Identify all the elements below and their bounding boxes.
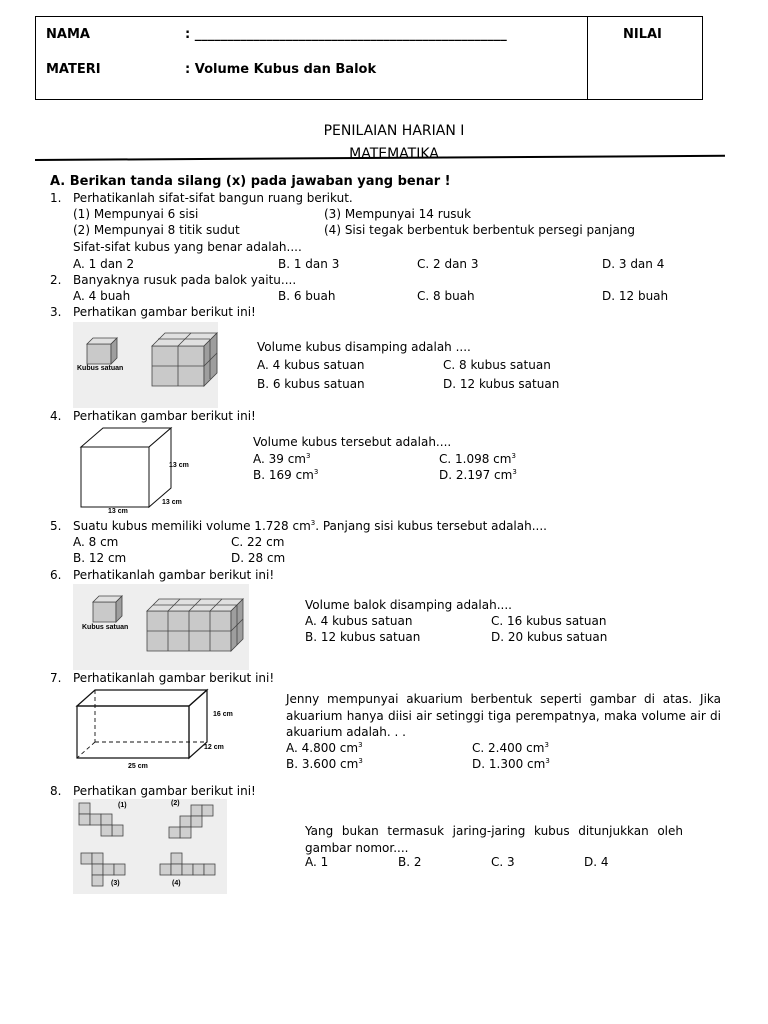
q8-option-d[interactable]: D. 4 bbox=[584, 855, 609, 869]
q1-prop-2: (2) Mempunyai 8 titik sudut bbox=[73, 223, 240, 237]
q1-option-a[interactable]: A. 1 dan 2 bbox=[73, 257, 135, 271]
q2-option-c[interactable]: C. 8 buah bbox=[417, 289, 475, 303]
q1-text: Perhatikanlah sifat-sifat bangun ruang berikut. bbox=[73, 191, 353, 205]
q6-option-b[interactable]: B. 12 kubus satuan bbox=[305, 630, 421, 644]
q1-option-b[interactable]: B. 1 dan 3 bbox=[278, 257, 340, 271]
q4-option-a[interactable]: A. 39 $cm^3$ bbox=[253, 452, 311, 466]
q3-text: Perhatikan gambar berikut ini! bbox=[73, 305, 256, 319]
q3-number: 3. bbox=[50, 305, 62, 319]
q8-number: 8. bbox=[50, 784, 62, 798]
q5-option-a[interactable]: A. 8 cm bbox=[73, 535, 119, 549]
q2-option-a[interactable]: A. 4 buah bbox=[73, 289, 131, 303]
q2-number: 2. bbox=[50, 273, 62, 287]
q5-option-d[interactable]: D. 28 cm bbox=[231, 551, 286, 565]
q4-dim-depth: 13 cm bbox=[162, 499, 182, 506]
q1-prop-3: (3) Mempunyai 14 rusuk bbox=[324, 207, 472, 221]
q4-option-b[interactable]: B. 169 $cm^3$ bbox=[253, 468, 319, 482]
q3-figure-label: Kubus satuan bbox=[77, 365, 124, 372]
q7-stem: Jenny mempunyai akuarium berbentuk seperti gambar di atas. Jika akuarium hanya diisi air setinggi tiga perempatnya, maka volume air di akuarium adalah. . . bbox=[286, 692, 721, 739]
q7-option-b[interactable]: B. 3.600 $cm^3$ bbox=[286, 757, 363, 771]
section-a-instruction: A. Berikan tanda silang (x) pada jawaban yang benar ! bbox=[50, 174, 451, 189]
q3-figure bbox=[73, 322, 218, 408]
q5-number: 5. bbox=[50, 519, 62, 533]
q4-dim-width: 13 cm bbox=[108, 508, 128, 515]
q4-figure bbox=[73, 425, 203, 517]
cube-nets-illustration bbox=[73, 799, 227, 894]
q4-option-c[interactable]: C. 1.098 $cm^3$ bbox=[439, 452, 516, 466]
q1-prop-1: (1) Mempunyai 6 sisi bbox=[73, 207, 199, 221]
q8-label-3: (3) bbox=[111, 880, 120, 887]
header-divider bbox=[587, 17, 588, 99]
q4-dim-height: 13 cm bbox=[169, 462, 189, 469]
q3-option-a[interactable]: A. 4 kubus satuan bbox=[257, 358, 365, 372]
q6-figure bbox=[73, 584, 249, 670]
nama-field[interactable]: : ________________________________________________ bbox=[185, 27, 507, 42]
q7-text: Perhatikanlah gambar berikut ini! bbox=[73, 671, 275, 685]
aquarium-illustration bbox=[73, 686, 243, 778]
q2-text: Banyaknya rusuk pada balok yaitu.... bbox=[73, 273, 297, 287]
q8-label-4: (4) bbox=[172, 880, 181, 887]
q8-label-1: (1) bbox=[118, 802, 127, 809]
q1-prop-4: (4) Sisi tegak berbentuk berbentuk persegi panjang bbox=[324, 223, 636, 237]
q6-number: 6. bbox=[50, 568, 62, 582]
nilai-label: NILAI bbox=[623, 27, 662, 42]
q6-option-a[interactable]: A. 4 kubus satuan bbox=[305, 614, 413, 628]
q7-option-a[interactable]: A. 4.800 $cm^3$ bbox=[286, 741, 363, 755]
q6-text: Perhatikanlah gambar berikut ini! bbox=[73, 568, 275, 582]
q8-stem: Yang bukan termasuk jaring-jaring kubus ditunjukkan oleh gambar nomor.... bbox=[305, 824, 683, 855]
q8-figure bbox=[73, 799, 227, 894]
q3-option-c[interactable]: C. 8 kubus satuan bbox=[443, 358, 551, 372]
q6-option-d[interactable]: D. 20 kubus satuan bbox=[491, 630, 608, 644]
q7-option-d[interactable]: D. 1.300 $cm^3$ bbox=[472, 757, 550, 771]
q6-stem: Volume balok disamping adalah.... bbox=[305, 598, 512, 612]
q8-text: Perhatikan gambar berikut ini! bbox=[73, 784, 256, 798]
q1-stem: Sifat-sifat kubus yang benar adalah.... bbox=[73, 240, 302, 254]
q1-option-c[interactable]: C. 2 dan 3 bbox=[417, 257, 479, 271]
q7-number: 7. bbox=[50, 671, 62, 685]
q8-option-a[interactable]: A. 1 bbox=[305, 855, 329, 869]
cube-illustration bbox=[73, 425, 203, 517]
materi-label: MATERI bbox=[46, 62, 101, 77]
q8-option-c[interactable]: C. 3 bbox=[491, 855, 515, 869]
q4-number: 4. bbox=[50, 409, 62, 423]
materi-value: : Volume Kubus dan Balok bbox=[185, 62, 377, 77]
q7-figure bbox=[73, 686, 243, 778]
page-subtitle: MATEMATIKA bbox=[349, 146, 439, 162]
q5-text: Suatu kubus memiliki volume 1.728 $cm^3$. Panjang sisi kubus tersebut adalah.... bbox=[73, 519, 547, 533]
q3-stem: Volume kubus disamping adalah .... bbox=[257, 340, 471, 354]
q3-option-b[interactable]: B. 6 kubus satuan bbox=[257, 377, 365, 391]
q1-number: 1. bbox=[50, 191, 62, 205]
q4-stem: Volume kubus tersebut adalah.... bbox=[253, 435, 452, 449]
q4-option-d[interactable]: D. 2.197 $cm^3$ bbox=[439, 468, 517, 482]
q7-dim-width: 12 cm bbox=[204, 744, 224, 751]
q6-option-c[interactable]: C. 16 kubus satuan bbox=[491, 614, 607, 628]
nama-label: NAMA bbox=[46, 27, 90, 42]
q4-text: Perhatikan gambar berikut ini! bbox=[73, 409, 256, 423]
q7-dim-height: 16 cm bbox=[213, 711, 233, 718]
q8-label-2: (2) bbox=[171, 800, 180, 807]
q5-option-b[interactable]: B. 12 cm bbox=[73, 551, 127, 565]
q3-option-d[interactable]: D. 12 kubus satuan bbox=[443, 377, 560, 391]
q8-option-b[interactable]: B. 2 bbox=[398, 855, 422, 869]
q2-option-b[interactable]: B. 6 buah bbox=[278, 289, 336, 303]
q5-option-c[interactable]: C. 22 cm bbox=[231, 535, 285, 549]
q7-option-c[interactable]: C. 2.400 $cm^3$ bbox=[472, 741, 549, 755]
q2-option-d[interactable]: D. 12 buah bbox=[602, 289, 669, 303]
q7-dim-length: 25 cm bbox=[128, 763, 148, 770]
q6-figure-label: Kubus satuan bbox=[82, 624, 129, 631]
page-title: PENILAIAN HARIAN I bbox=[323, 123, 465, 139]
q1-option-d[interactable]: D. 3 dan 4 bbox=[602, 257, 665, 271]
